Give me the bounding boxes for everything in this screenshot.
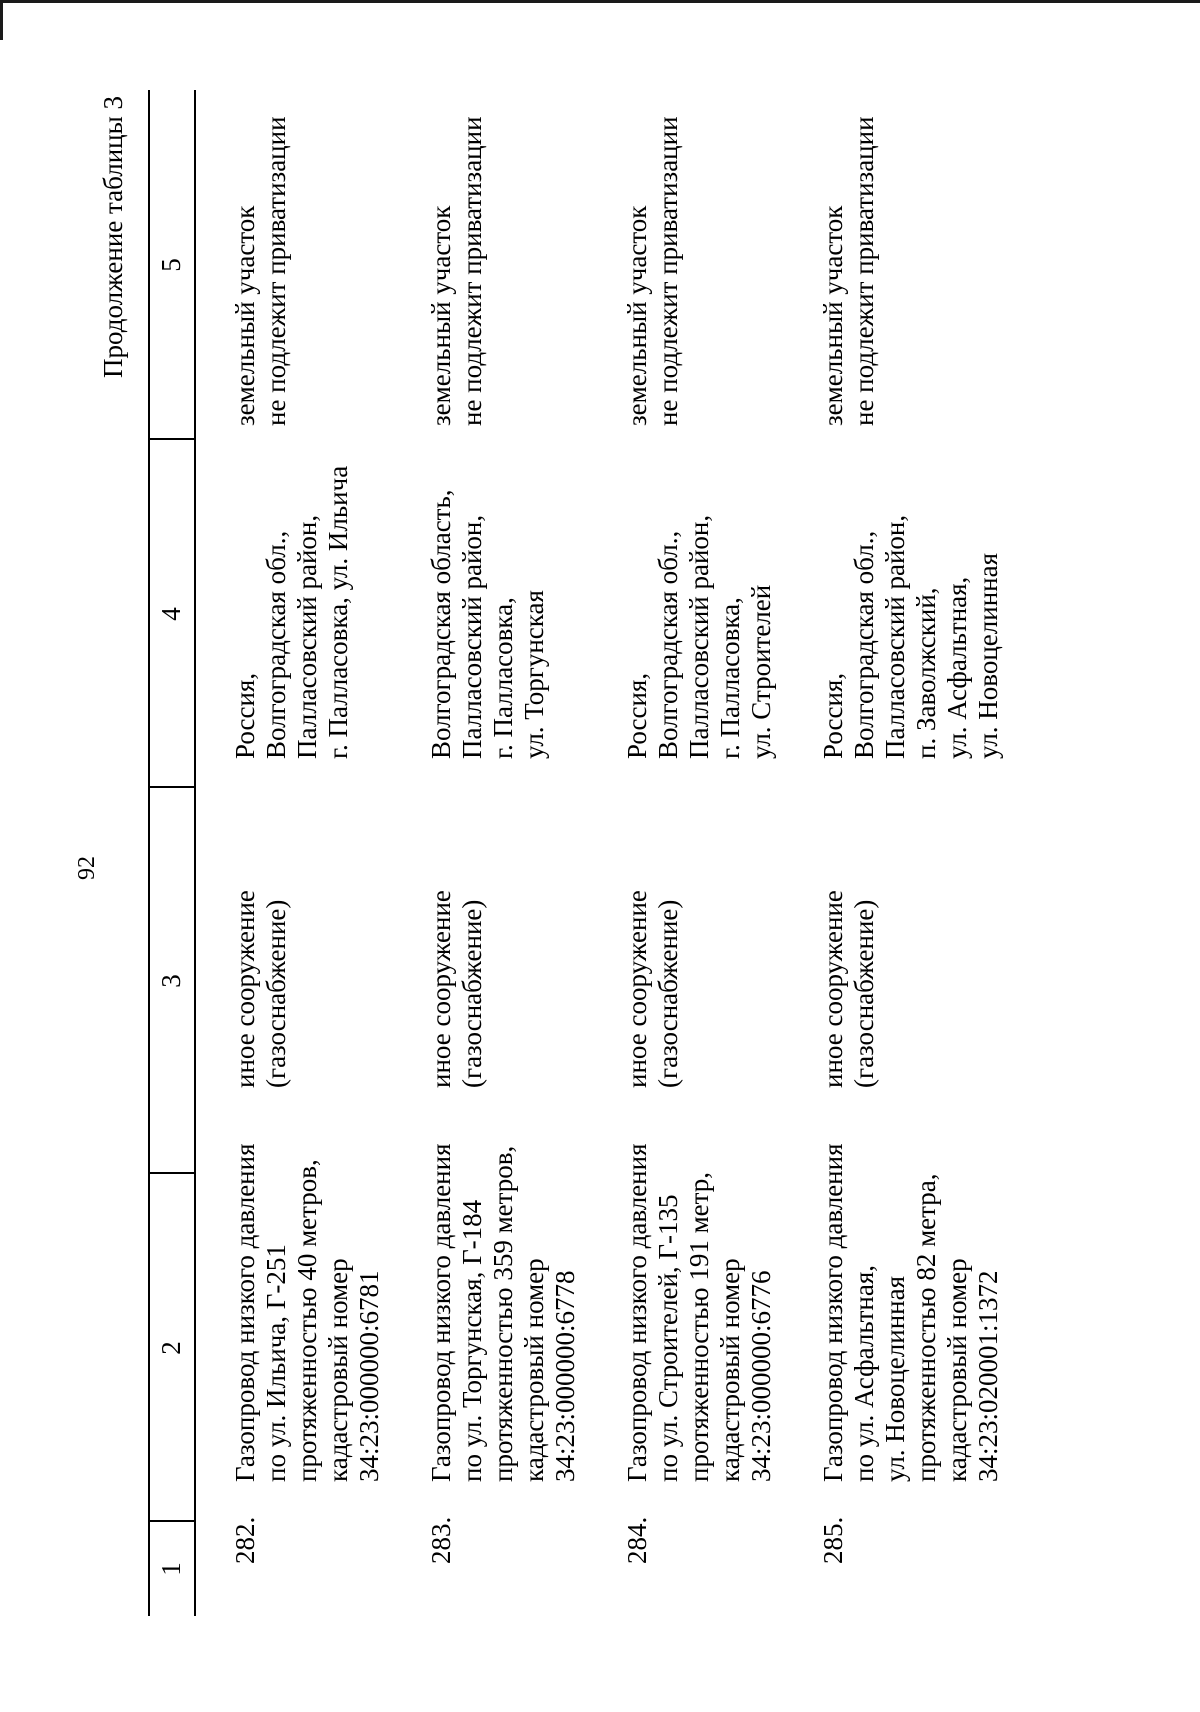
cell-line: г. Палласовка, ул. Ильича	[323, 465, 353, 759]
row-number: 282.	[230, 1516, 260, 1564]
cell-line: Газопровод низкого давления	[426, 1143, 456, 1482]
cell-line: 34:23:000000:6778	[550, 1270, 580, 1482]
cell-line: п. Заволжский,	[911, 587, 941, 759]
cell-line: не подлежит приватизации	[653, 116, 683, 426]
cell-line: (газоснабжение)	[653, 899, 683, 1088]
cell-line: Россия,	[818, 672, 848, 759]
object-name-cell	[230, 1142, 385, 1482]
cell-line: ул. Строителей	[746, 584, 776, 759]
cell-line: Палласовский район,	[684, 514, 714, 759]
object-type-cell	[426, 788, 488, 1088]
cell-line: Волгоградская обл.,	[261, 530, 291, 759]
address-cell	[230, 419, 354, 759]
cell-line: кадастровый номер	[519, 1258, 549, 1482]
object-name-cell	[818, 1142, 1004, 1482]
column-header-1: 1	[156, 1562, 186, 1576]
cell-line: 34:23:020001:1372	[973, 1270, 1003, 1482]
object-name-cell	[622, 1142, 777, 1482]
cell-line: Волгоградская область,	[426, 489, 456, 759]
cell-line: (газоснабжение)	[457, 899, 487, 1088]
cell-line: ул. Торгунская	[519, 590, 549, 759]
cell-line: кадастровый номер	[323, 1258, 353, 1482]
cell-line: иное сооружение	[230, 890, 260, 1088]
cell-line: по ул. Ильича, Г-251	[261, 1244, 291, 1482]
column-header-3: 3	[156, 974, 186, 988]
cell-line: по ул. Торгунская, Г-184	[457, 1199, 487, 1482]
cell-line: Газопровод низкого давления	[622, 1143, 652, 1482]
object-type-cell	[230, 788, 292, 1088]
cell-line: Волгоградская обл.,	[849, 530, 879, 759]
cell-line: г. Палласовка,	[488, 597, 518, 759]
note-cell	[426, 90, 488, 426]
cell-line: Россия,	[622, 672, 652, 759]
cell-line: земельный участок	[230, 205, 260, 426]
column-header-2: 2	[156, 1341, 186, 1355]
cell-line: Палласовский район,	[457, 514, 487, 759]
cell-line: протяженностью 359 метров,	[488, 1145, 518, 1482]
row-number: 283.	[426, 1516, 456, 1564]
cell-line: по ул. Строителей, Г-135	[653, 1194, 683, 1482]
cell-line: протяженностью 40 метров,	[292, 1159, 322, 1482]
row-number: 285.	[818, 1516, 848, 1564]
cell-line: (газоснабжение)	[849, 899, 879, 1088]
cell-line: ул. Асфальтная,	[942, 576, 972, 759]
cell-line: не подлежит приватизации	[261, 116, 291, 426]
cell-line: Палласовский район,	[880, 514, 910, 759]
cell-line: кадастровый номер	[942, 1258, 972, 1482]
column-header-4: 4	[156, 607, 186, 621]
note-cell	[230, 90, 292, 426]
cell-line: земельный участок	[818, 205, 848, 426]
cell-line: по ул. Асфальтная,	[849, 1264, 879, 1482]
cell-line: Волгоградская обл.,	[653, 530, 683, 759]
cell-line: протяженностью 82 метра,	[911, 1173, 941, 1482]
note-cell	[818, 90, 880, 426]
continuation-title: Продолжение таблицы 3	[98, 96, 128, 378]
object-name-cell	[426, 1142, 581, 1482]
column-header-5: 5	[156, 258, 186, 272]
cell-line: иное сооружение	[622, 890, 652, 1088]
object-type-cell	[818, 788, 880, 1088]
cell-line: не подлежит приватизации	[457, 116, 487, 426]
cell-line: ул. Новоцелинная	[973, 552, 1003, 759]
cell-line: 34:23:000000:6781	[354, 1270, 384, 1482]
address-cell	[426, 419, 550, 759]
page-number: 92	[74, 856, 100, 880]
cell-line: ул. Новоцелинная	[880, 1275, 910, 1482]
table-top-border	[148, 90, 150, 1616]
cell-line: земельный участок	[426, 205, 456, 426]
cell-line: протяженностью 191 метр,	[684, 1171, 714, 1482]
address-cell	[622, 419, 777, 759]
cell-line: (газоснабжение)	[261, 899, 291, 1088]
note-cell	[622, 90, 684, 426]
cell-line: Газопровод низкого давления	[818, 1143, 848, 1482]
address-cell	[818, 419, 1004, 759]
cell-line: иное сооружение	[818, 890, 848, 1088]
cell-line: 34:23:000000:6776	[746, 1270, 776, 1482]
row-number: 284.	[622, 1516, 652, 1564]
cell-line: земельный участок	[622, 205, 652, 426]
header-bottom-border	[194, 90, 196, 1616]
cell-line: кадастровый номер	[715, 1258, 745, 1482]
cell-line: иное сооружение	[426, 890, 456, 1088]
cell-line: не подлежит приватизации	[849, 116, 879, 426]
cell-line: г. Палласовка,	[715, 597, 745, 759]
object-type-cell	[622, 788, 684, 1088]
cell-line: Россия,	[230, 672, 260, 759]
cell-line: Палласовский район,	[292, 514, 322, 759]
cell-line: Газопровод низкого давления	[230, 1143, 260, 1482]
